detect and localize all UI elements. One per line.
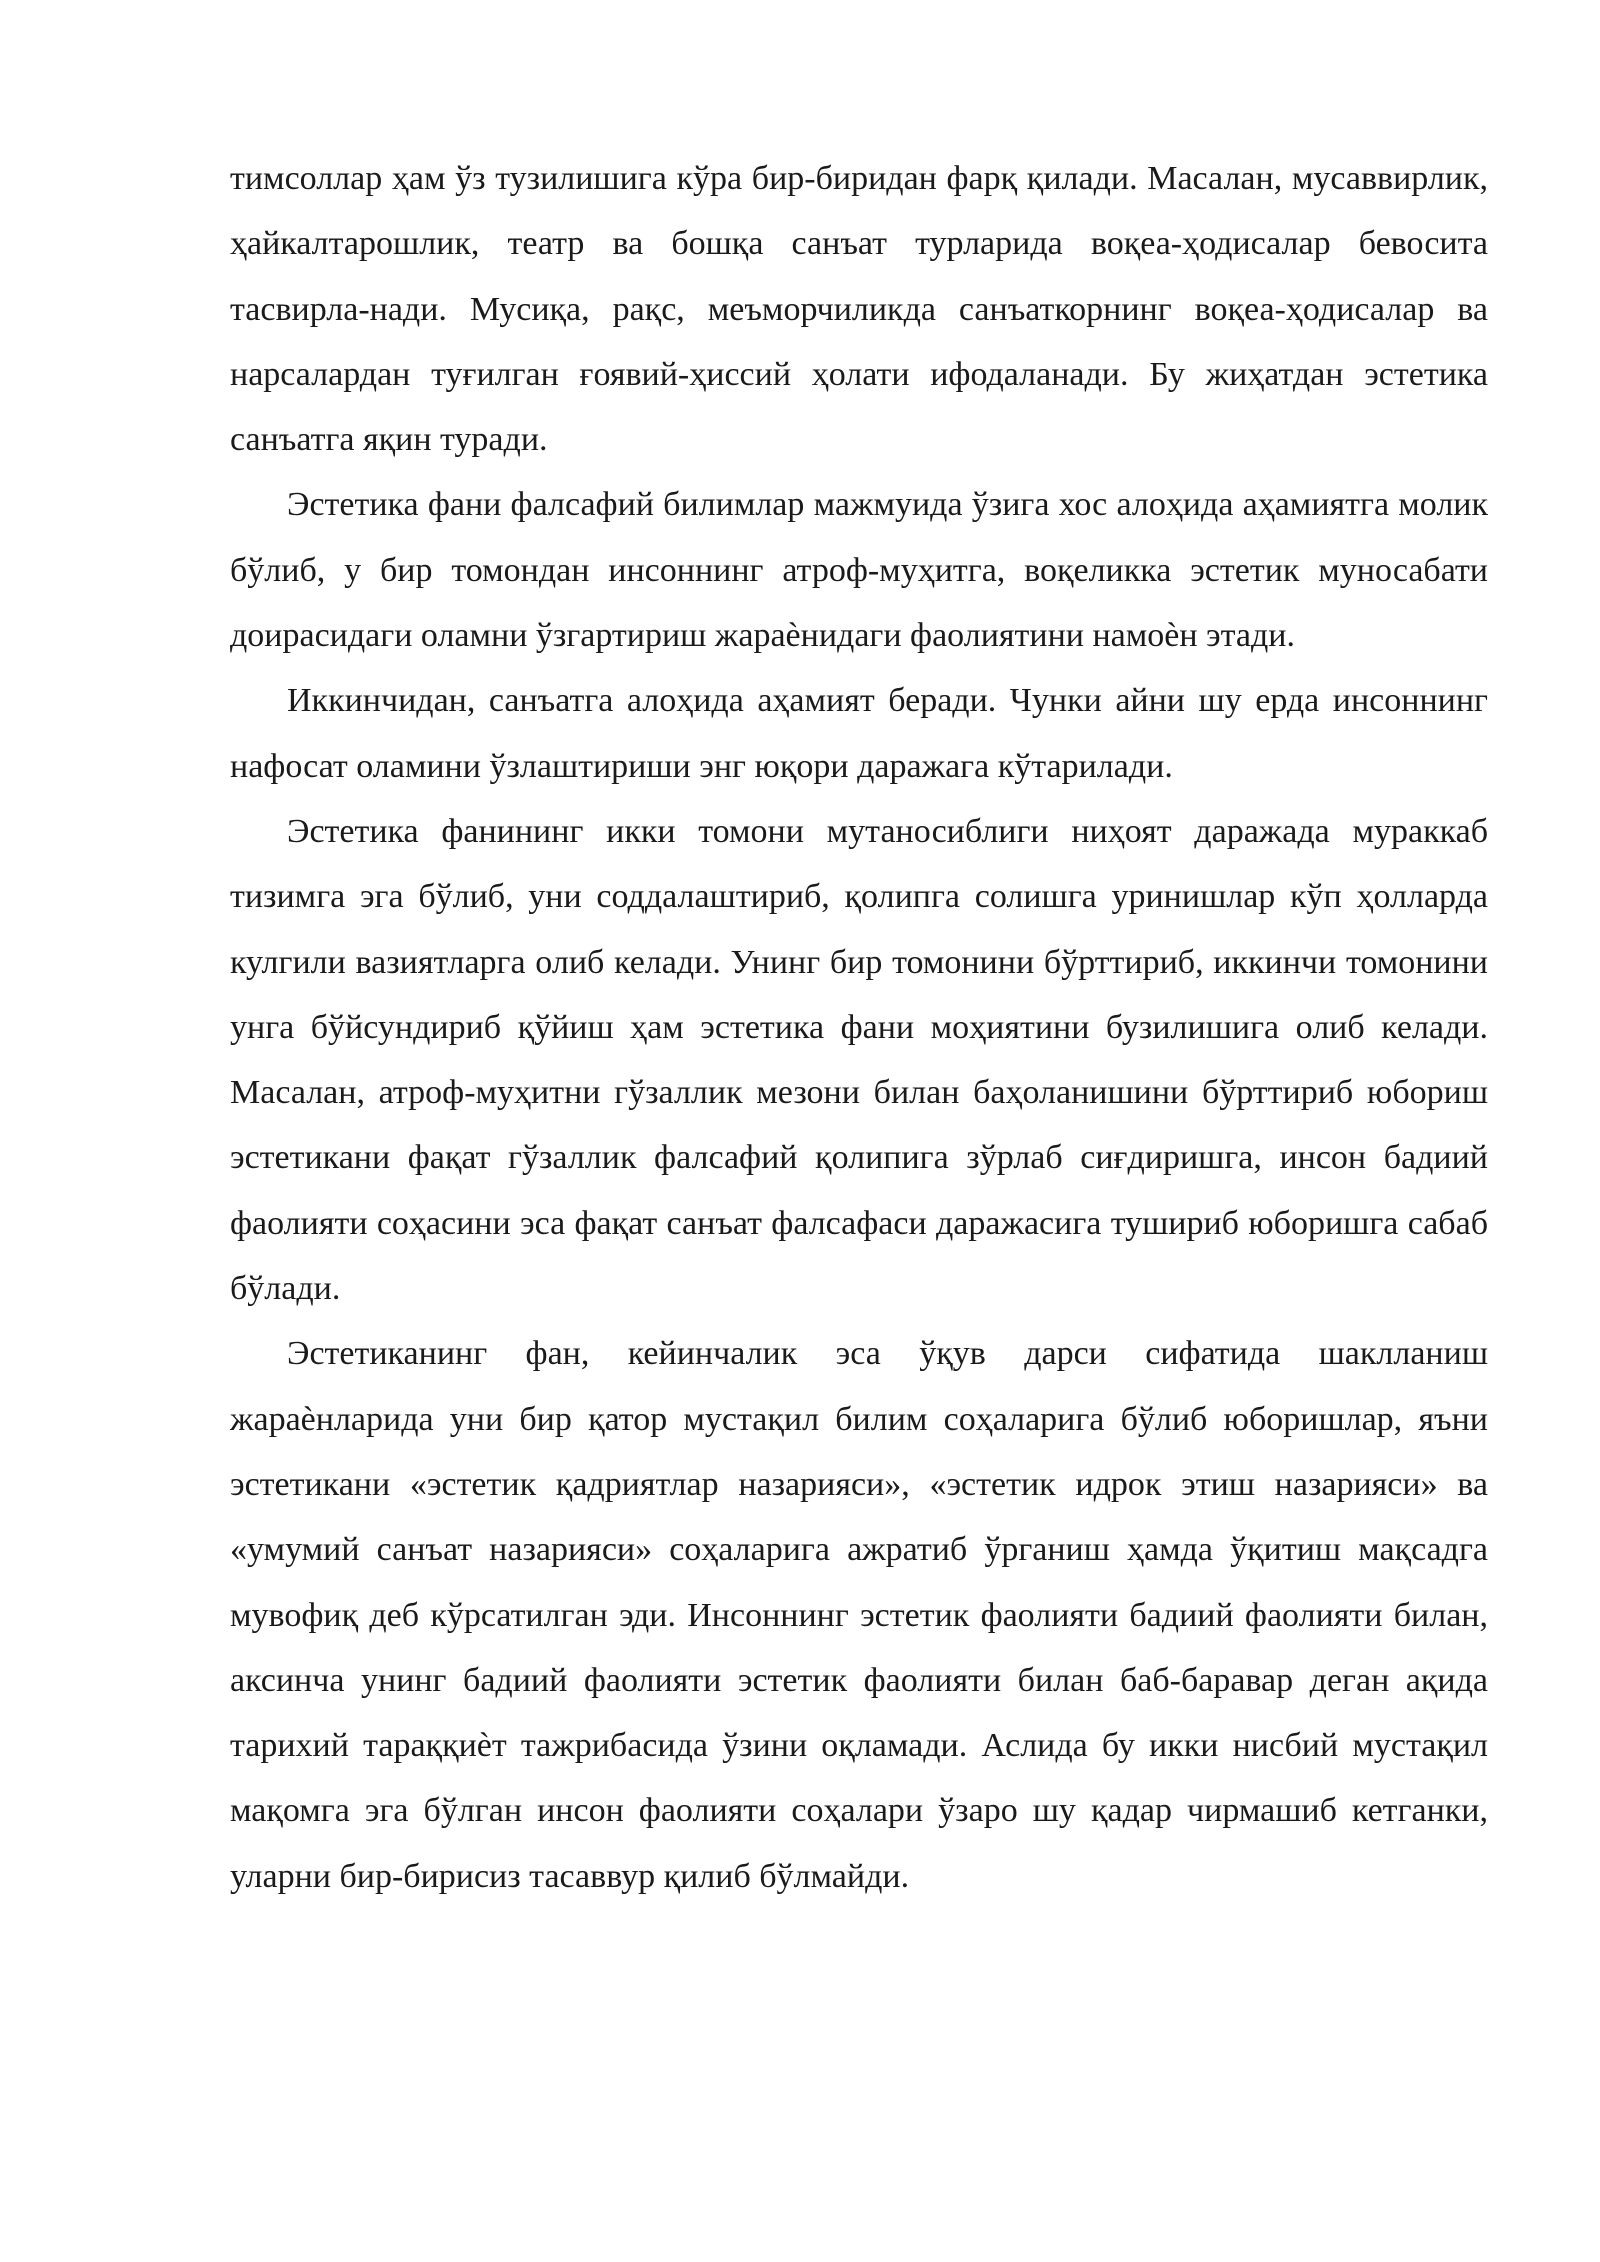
paragraph-3: Иккинчидан, санъатга алоҳида аҳамият беради. Чунки айни шу ерда инсоннинг нафосат оламини ўзлаштириши энг юқори даражага кўтарилади.	[230, 682, 1488, 785]
paragraph-4: Эстетика фанининг икки томони мутаносиблиги ниҳоят даражада мураккаб тизимга эга бўлиб, уни соддалаштириб, қолипга солишга уринишлар кўп ҳолларда кулгили вазиятларга олиб келади. Унинг бир томонини бўрттириб, иккинчи томонини унга бўйсундириб қўйиш ҳам эстетика фани моҳиятини бузилишига олиб келади. Масалан, атроф-муҳитни гўзаллик мезони билан баҳоланишини бўрттириб юбориш эстетикани фақат гўзаллик фалсафий қолипига зўрлаб сиғдиришга, инсон бадиий фаолияти соҳасини эса фақат санъат фалсафаси даражасига тушириб юборишга сабаб бўлади.	[230, 812, 1488, 1308]
paragraph-1: тимсоллар ҳам ўз тузилишига кўра бир-биридан фарқ қилади. Масалан, мусаввирлик, ҳайкалтарошлик, театр ва бошқа санъат турларида воқеа-ҳодисалар бевосита тасвирла-нади. Мусиқа, рақс, меъморчиликда санъаткорнинг воқеа-ҳодисалар ва нарсалардан туғилган ғоявий-ҳиссий ҳолати ифодаланади. Бу жиҳатдан эстетика санъатга яқин туради.	[230, 160, 1488, 459]
paragraph-5: Эстетиканинг фан, кейинчалик эса ўқув дарси сифатида шаклланиш жараѐнларида уни бир қатор мустақил билим соҳаларига бўлиб юборишлар, яъни эстетикани «эстетик қадриятлар назарияси», «эстетик идрок этиш назарияси» ва «умумий санъат назарияси» соҳаларига ажратиб ўрганиш ҳамда ўқитиш мақсадга мувофиқ деб кўрсатилган эди. Инсоннинг эстетик фаолияти бадиий фаолияти билан, аксинча унинг бадиий фаолияти эстетик фаолияти билан баб-баравар деган ақида тарихий тараққиѐт тажрибасида ўзини оқламади. Аслида бу икки нисбий мустақил мақомга эга бўлган инсон фаолияти соҳалари ўзаро шу қадар чирмашиб кетганки, уларни бир-бирисиз тасаввур қилиб бўлмайди.	[230, 1335, 1488, 1895]
document-body	[230, 146, 1488, 1909]
paragraph-2: Эстетика фани фалсафий билимлар мажмуида ўзига хос алоҳида аҳамиятга молик бўлиб, у бир томондан инсоннинг атроф-муҳитга, воқеликка эстетик муносабати доирасидаги оламни ўзгартириш жараѐнидаги фаолиятини намоѐн этади.	[230, 486, 1488, 655]
